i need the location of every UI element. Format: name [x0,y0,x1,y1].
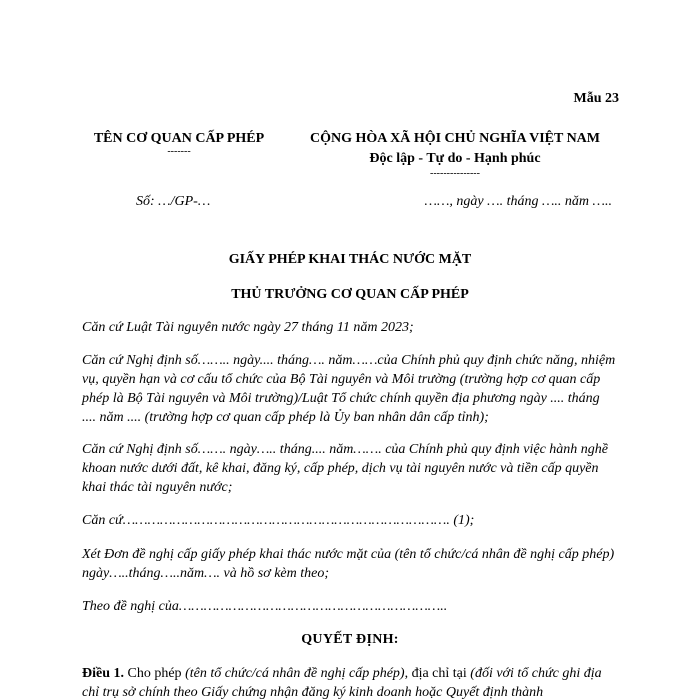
place-and-date: ……, ngày …. tháng ….. năm ….. [424,194,612,209]
article-1-text-b: (tên tổ chức/cá nhân đề nghị cấp phép) [185,666,405,681]
preamble-proposal: Theo đề nghị của……………………………………………………….. [82,599,448,614]
article-1-text-a: Cho phép [124,666,186,681]
article-1-text-c: , địa chỉ tại [404,666,471,681]
article-1-text-d: (đối với tổ chức ghi địa chỉ trụ sở chính theo Giấy chứng nhận đăng ký kinh doanh hoặc Quyết định thành [82,666,602,700]
article-1-label: Điều 1. [82,666,124,681]
agency-divider: ------- [167,146,191,157]
preamble-decree-licensing: Căn cứ Nghị định số……. ngày….. tháng.... năm……. của Chính phủ quy định việc hành nghề khoan nước dưới đất, kê khai, đăng ký, cấp phép, dịch vụ tài nguyên nước và tiền cấp quyền khai thác tài nguyên nước; [82,442,608,495]
authority-heading: THỦ TRƯỞNG CƠ QUAN CẤP PHÉP [231,287,469,302]
preamble-decree-organization: Căn cứ Nghị định số…….. ngày.... tháng…. năm……của Chính phủ quy định chức năng, nhiệm vụ, quyền hạn và cơ cấu tổ chức của Bộ Tài nguyên và Môi trường (trường hợp cơ quan cấp phép là Bộ Tài nguyên và Môi trường)/Luật Tổ chức chính quyền địa phương ngày .... tháng .... năm .... (trường hợp cơ quan cấp phép là Ủy ban nhân dân cấp tỉnh); [82,353,616,425]
issuing-agency: TÊN CƠ QUAN CẤP PHÉP [93,131,265,146]
document-title: GIẤY PHÉP KHAI THÁC NƯỚC MẶT [228,252,472,267]
preamble-application: Xét Đơn đề nghị cấp giấy phép khai thác nước mặt của (tên tổ chức/cá nhân đề nghị cấp phép) ngày…..tháng…..năm…. và hồ sơ kèm theo; [82,547,615,581]
document-number: Số: …/GP-… [136,194,211,209]
article-1 [82,664,616,700]
preamble-other-basis: Căn cứ……………………………………………………………………. (1); [82,513,475,528]
national-title: CỘNG HÒA XÃ HỘI CHỦ NGHĨA VIỆT NAM [309,131,600,146]
national-motto: Độc lập - Tự do - Hạnh phúc [369,151,541,166]
preamble-law: Căn cứ Luật Tài nguyên nước ngày 27 tháng 11 năm 2023; [82,320,414,335]
decision-heading: QUYẾT ĐỊNH: [301,632,399,647]
form-code: Mẫu 23 [573,91,619,106]
motto-divider: --------------- [430,168,480,179]
